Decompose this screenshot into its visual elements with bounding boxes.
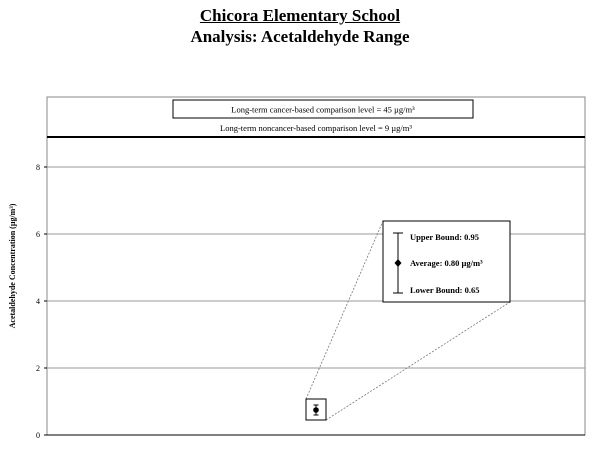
chart-title-school: Chicora Elementary School: [199, 6, 401, 25]
inset-upper-label: Upper Bound: 0.95: [410, 232, 480, 242]
inset-average-label: Average: 0.80 µg/m³: [410, 258, 483, 268]
y-tick-label-2: 2: [36, 364, 40, 373]
y-tick-label-0: 0: [36, 431, 40, 440]
chart-title-analysis: Analysis: Acetaldehyde Range: [190, 27, 410, 46]
data-point-average: [313, 407, 319, 413]
y-axis-label: Acetaldehyde Concentration (µg/m³): [8, 203, 17, 329]
inset-lower-label: Lower Bound: 0.65: [410, 285, 480, 295]
y-tick-label-4: 4: [36, 297, 40, 306]
cancer-level-label: Long-term cancer-based comparison level = 45 µg/m³: [231, 104, 415, 115]
noncancer-level-label: Long-term noncancer-based comparison level = 9 µg/m³: [220, 123, 412, 133]
zoom-connector-bottom: [326, 302, 510, 420]
y-tick-label-6: 6: [36, 230, 40, 239]
y-tick-label-8: 8: [36, 163, 40, 172]
zoom-connector-top: [306, 221, 383, 399]
